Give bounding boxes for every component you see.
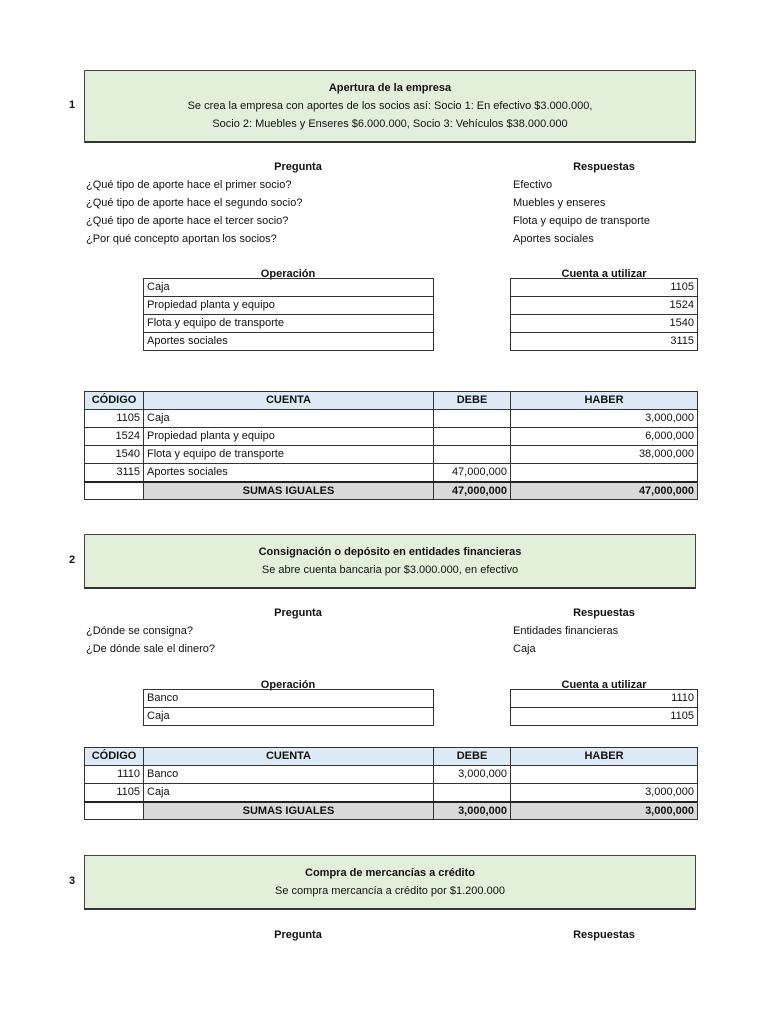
operation-code: 1540 bbox=[510, 314, 698, 333]
question: ¿De dónde sale el dinero? bbox=[86, 643, 216, 655]
operation-account: Caja bbox=[143, 278, 434, 297]
operation-account: Banco bbox=[143, 689, 434, 708]
column-header-codigo: CÓDIGO bbox=[84, 747, 144, 766]
journal-haber bbox=[510, 463, 698, 482]
column-header-codigo: CÓDIGO bbox=[84, 391, 144, 410]
journal-haber: 38,000,000 bbox=[510, 445, 698, 464]
operacion-header: Operación bbox=[260, 679, 316, 691]
operation-code: 1524 bbox=[510, 296, 698, 315]
journal-haber: 6,000,000 bbox=[510, 427, 698, 446]
column-header-debe: DEBE bbox=[433, 747, 511, 766]
column-header-cuenta: CUENTA bbox=[143, 391, 434, 410]
journal-account: Caja bbox=[143, 783, 434, 802]
section-header-box bbox=[84, 70, 696, 143]
operation-account: Flota y equipo de transporte bbox=[143, 314, 434, 333]
answer: Muebles y enseres bbox=[513, 197, 606, 209]
total-blank bbox=[84, 801, 144, 820]
section-number: 1 bbox=[68, 98, 76, 111]
respuestas-header: Respuestas bbox=[573, 607, 635, 619]
journal-account: Propiedad planta y equipo bbox=[143, 427, 434, 446]
total-blank bbox=[84, 481, 144, 500]
journal-debe bbox=[433, 783, 511, 802]
journal-code: 3115 bbox=[84, 463, 144, 482]
total-haber: 47,000,000 bbox=[510, 481, 698, 500]
cuenta-utilizar-header: Cuenta a utilizar bbox=[561, 679, 647, 691]
journal-account: Aportes sociales bbox=[143, 463, 434, 482]
section-description: Se crea la empresa con aportes de los socios así: Socio 1: En efectivo $3.000.000, bbox=[187, 100, 593, 112]
journal-code: 1105 bbox=[84, 409, 144, 428]
operation-account: Aportes sociales bbox=[143, 332, 434, 351]
journal-debe: 3,000,000 bbox=[433, 765, 511, 784]
section-number: 3 bbox=[68, 874, 76, 887]
question: ¿Por qué concepto aportan los socios? bbox=[86, 233, 277, 245]
column-header-debe: DEBE bbox=[433, 391, 511, 410]
sumas-iguales-label: SUMAS IGUALES bbox=[143, 481, 434, 500]
journal-code: 1524 bbox=[84, 427, 144, 446]
total-haber: 3,000,000 bbox=[510, 801, 698, 820]
journal-account: Banco bbox=[143, 765, 434, 784]
answer: Aportes sociales bbox=[513, 233, 594, 245]
section-title: Consignación o depósito en entidades financieras bbox=[258, 546, 522, 558]
operation-code: 1105 bbox=[510, 278, 698, 297]
column-header-cuenta: CUENTA bbox=[143, 747, 434, 766]
journal-code: 1540 bbox=[84, 445, 144, 464]
total-debe: 47,000,000 bbox=[433, 481, 511, 500]
journal-account: Caja bbox=[143, 409, 434, 428]
cuenta-utilizar-header: Cuenta a utilizar bbox=[561, 268, 647, 280]
answer: Entidades financieras bbox=[513, 625, 619, 637]
operation-code: 3115 bbox=[510, 332, 698, 351]
sumas-iguales-label: SUMAS IGUALES bbox=[143, 801, 434, 820]
journal-code: 1105 bbox=[84, 783, 144, 802]
journal-debe bbox=[433, 445, 511, 464]
answer: Flota y equipo de transporte bbox=[513, 215, 650, 227]
pregunta-header: Pregunta bbox=[274, 161, 322, 173]
journal-code: 1110 bbox=[84, 765, 144, 784]
respuestas-header: Respuestas bbox=[573, 161, 635, 173]
section-header-box bbox=[84, 534, 696, 589]
question: ¿Dónde se consigna? bbox=[86, 625, 194, 637]
section-title: Compra de mercancías a crédito bbox=[305, 867, 475, 879]
operation-account: Propiedad planta y equipo bbox=[143, 296, 434, 315]
operacion-header: Operación bbox=[260, 268, 316, 280]
section-header-box bbox=[84, 855, 696, 910]
journal-haber: 3,000,000 bbox=[510, 783, 698, 802]
question: ¿Qué tipo de aporte hace el primer socio? bbox=[86, 179, 292, 191]
operation-code: 1105 bbox=[510, 707, 698, 726]
journal-debe bbox=[433, 427, 511, 446]
section-description: Se compra mercancía a crédito por $1.200.000 bbox=[275, 885, 505, 897]
pregunta-header: Pregunta bbox=[274, 929, 322, 941]
respuestas-header: Respuestas bbox=[573, 929, 635, 941]
answer: Caja bbox=[513, 643, 536, 655]
section-description: Socio 2: Muebles y Enseres $6.000.000, Socio 3: Vehículos $38.000.000 bbox=[212, 118, 568, 130]
section-title: Apertura de la empresa bbox=[328, 82, 452, 94]
answer: Efectivo bbox=[513, 179, 553, 191]
journal-haber bbox=[510, 765, 698, 784]
journal-account: Flota y equipo de transporte bbox=[143, 445, 434, 464]
section-description: Se abre cuenta bancaria por $3.000.000, en efectivo bbox=[261, 564, 519, 576]
journal-debe: 47,000,000 bbox=[433, 463, 511, 482]
journal-debe bbox=[433, 409, 511, 428]
pregunta-header: Pregunta bbox=[274, 607, 322, 619]
total-debe: 3,000,000 bbox=[433, 801, 511, 820]
question: ¿Qué tipo de aporte hace el tercer socio? bbox=[86, 215, 289, 227]
operation-code: 1110 bbox=[510, 689, 698, 708]
column-header-haber: HABER bbox=[510, 747, 698, 766]
column-header-haber: HABER bbox=[510, 391, 698, 410]
section-number: 2 bbox=[68, 553, 76, 566]
journal-haber: 3,000,000 bbox=[510, 409, 698, 428]
question: ¿Qué tipo de aporte hace el segundo socio? bbox=[86, 197, 303, 209]
operation-account: Caja bbox=[143, 707, 434, 726]
